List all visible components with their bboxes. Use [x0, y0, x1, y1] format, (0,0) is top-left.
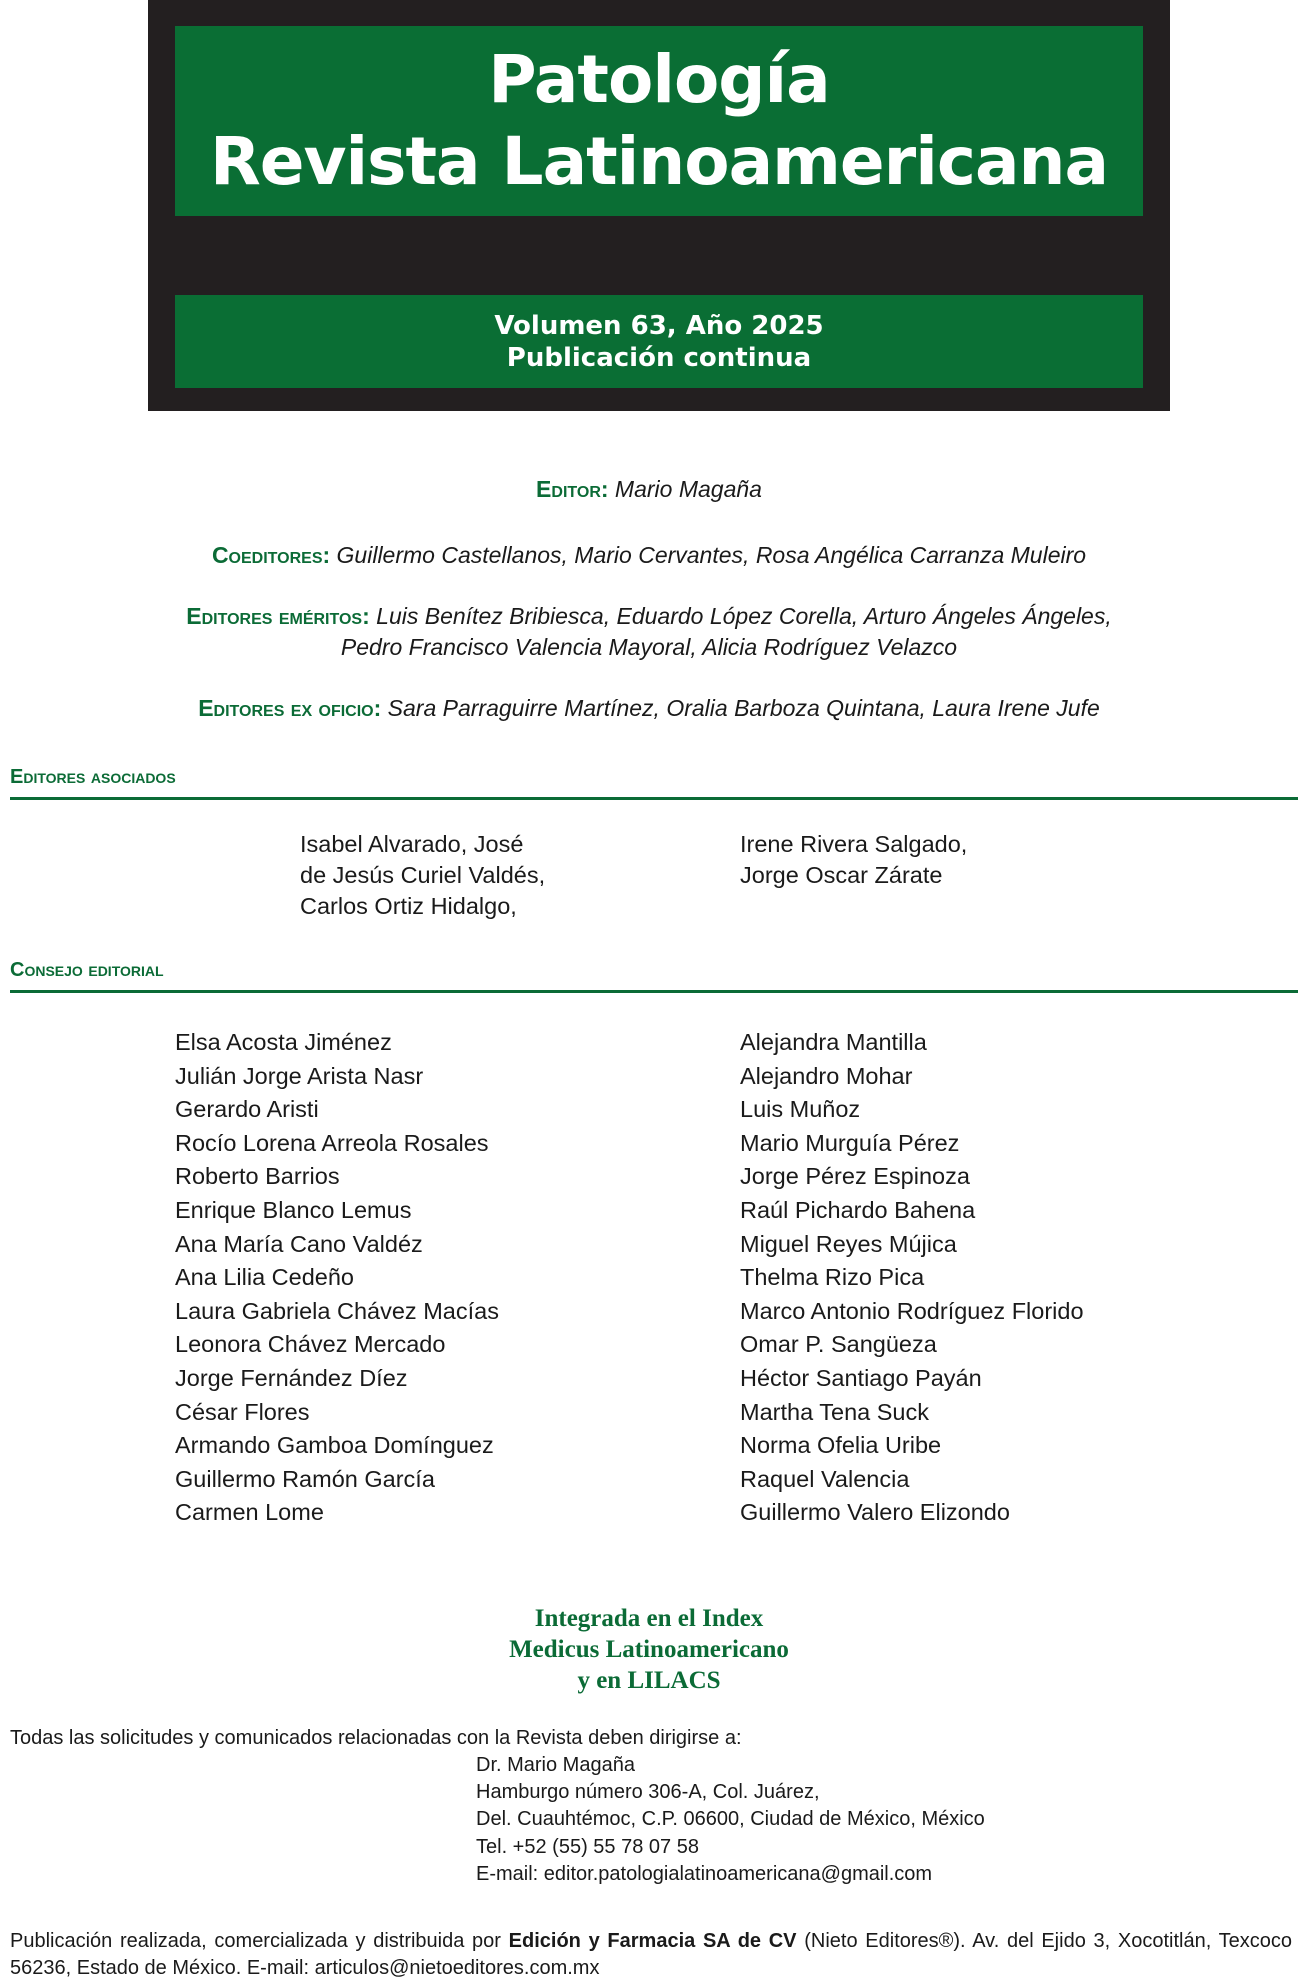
editorial-board-right [740, 1026, 1084, 1530]
volume-band [175, 295, 1143, 388]
list-item: Luis Muñoz [740, 1096, 861, 1123]
list-item: Irene Rivera Salgado, [740, 831, 968, 857]
publisher-name: Edición y Farmacia SA de CV [508, 1930, 797, 1952]
list-item: Leonora Chávez Mercado [175, 1331, 446, 1358]
coeditors-line [0, 540, 1298, 571]
exofficio-line [0, 693, 1298, 724]
journal-title-line2: Revista Latinoamericana [209, 123, 1109, 200]
list-item: Thelma Rizo Pica [740, 1264, 925, 1291]
contact-intro: Todas las solicitudes y comunicados relacionadas con la Revista deben dirigirse a: [10, 1727, 742, 1749]
coeditors-label: Coeditores: [211, 542, 331, 568]
list-item: Jorge Pérez Espinoza [740, 1163, 970, 1190]
list-item: Omar P. Sangüeza [740, 1331, 937, 1358]
index-line: y en LILACS [577, 1667, 721, 1694]
contact-address [476, 1752, 985, 1888]
emeritus-label: Editores eméritos: [186, 603, 370, 629]
list-item: César Flores [175, 1398, 310, 1425]
list-item: Alejandro Mohar [740, 1062, 913, 1089]
emeritus-names-2: Pedro Francisco Valencia Mayoral, Alicia Rodríguez Velazco [340, 634, 958, 660]
associate-editors-right [740, 829, 967, 891]
index-line: Integrada en el Index [534, 1605, 764, 1632]
publisher-footer [10, 1928, 1292, 1982]
list-item: Carmen Lome [175, 1499, 324, 1526]
list-item: Roberto Barrios [175, 1163, 340, 1190]
list-item: Isabel Alvarado, José [300, 831, 524, 857]
list-item: Gerardo Aristi [175, 1096, 319, 1123]
list-item: Alejandra Mantilla [740, 1029, 927, 1055]
associate-editors-left [300, 829, 545, 922]
editor-line [0, 474, 1298, 505]
associate-editors-heading: Editores asociados [10, 766, 176, 788]
list-item: Julián Jorge Arista Nasr [175, 1062, 424, 1089]
emeritus-line-2 [0, 632, 1298, 663]
list-item: Elsa Acosta Jiménez [175, 1029, 392, 1055]
index-statement [0, 1603, 1298, 1696]
title-band [175, 26, 1143, 216]
list-item: Enrique Blanco Lemus [175, 1196, 412, 1223]
address-line: Dr. Mario Magaña [476, 1754, 635, 1776]
exofficio-label: Editores ex oficio: [198, 695, 382, 721]
editorial-board-heading: Consejo editorial [10, 959, 164, 981]
list-item: Raquel Valencia [740, 1465, 910, 1492]
footer-suffix: (Nieto Editores®). Av. del Ejido 3, Xocotitlán, Texcoco 56236, Estado de México. E-mail: articulos@nietoeditores.com.mx [10, 1930, 1292, 1979]
email-link[interactable]: E-mail: editor.patologialatinoamericana@gmail.com [476, 1862, 933, 1885]
list-item: Héctor Santiago Payán [740, 1364, 982, 1391]
coeditors-names: Guillermo Castellanos, Mario Cervantes, Rosa Angélica Carranza Muleiro [336, 542, 1087, 568]
list-item: Miguel Reyes Mújica [740, 1230, 957, 1257]
section-divider [10, 797, 1298, 800]
list-item: Norma Ofelia Uribe [740, 1432, 942, 1459]
list-item: Jorge Fernández Díez [175, 1364, 408, 1391]
section-divider [10, 990, 1298, 993]
list-item: de Jesús Curiel Valdés, [300, 862, 546, 888]
list-item: Rocío Lorena Arreola Rosales [175, 1129, 489, 1156]
list-item: Marco Antonio Rodríguez Florido [740, 1297, 1084, 1324]
editor-label: Editor: [536, 476, 609, 502]
editor-names: Mario Magaña [614, 476, 762, 502]
list-item: Laura Gabriela Chávez Macías [175, 1297, 499, 1324]
address-line: Tel. +52 (55) 55 78 07 58 [476, 1835, 699, 1858]
list-item: Ana María Cano Valdéz [175, 1230, 423, 1257]
volume-text: Volumen 63, Año 2025 [494, 310, 824, 341]
journal-title-line1: Patología [488, 41, 830, 118]
list-item: Mario Murguía Pérez [740, 1129, 960, 1156]
index-line: Medicus Latinoamericano [509, 1636, 789, 1663]
list-item: Ana Lilia Cedeño [175, 1264, 354, 1291]
list-item: Raúl Pichardo Bahena [740, 1196, 976, 1223]
publication-type: Publicación continua [506, 342, 812, 373]
list-item: Carlos Ortiz Hidalgo, [300, 893, 517, 919]
emeritus-names-1: Luis Benítez Bribiesca, Eduardo López Corella, Arturo Ángeles Ángeles, [376, 603, 1112, 629]
address-line: Del. Cuauhtémoc, C.P. 06600, Ciudad de México, México [476, 1808, 985, 1831]
address-line: Hamburgo número 306-A, Col. Juárez, [476, 1781, 820, 1804]
exofficio-names: Sara Parraguirre Martínez, Oralia Barboza Quintana, Laura Irene Jufe [387, 695, 1100, 721]
list-item: Martha Tena Suck [740, 1398, 929, 1425]
list-item: Armando Gamboa Domínguez [175, 1432, 494, 1459]
list-item: Guillermo Ramón García [175, 1465, 435, 1492]
list-item: Guillermo Valero Elizondo [740, 1499, 1010, 1526]
editorial-board-left [175, 1026, 499, 1530]
list-item: Jorge Oscar Zárate [740, 862, 943, 888]
emeritus-line [0, 601, 1298, 632]
footer-prefix: Publicación realizada, comercializada y distribuida por [10, 1930, 509, 1952]
